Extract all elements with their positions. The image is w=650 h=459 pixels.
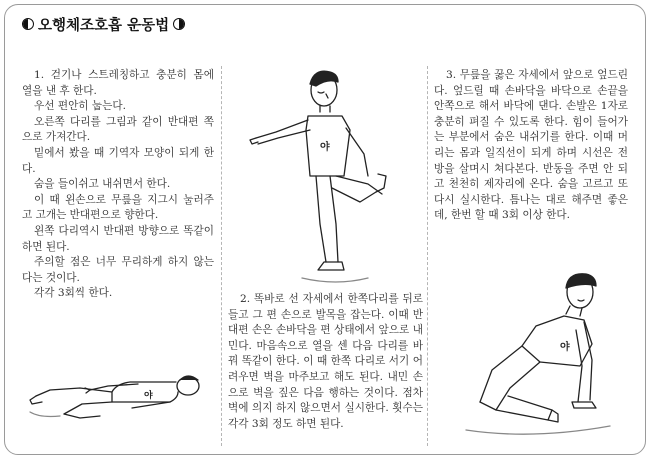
title-text: 오행체조호흡 운동법: [38, 17, 170, 34]
step1-paragraph: 우선 편안히 눕는다.: [34, 100, 126, 113]
step1-paragraph: 이 때 왼손으로 무릎을 지그시 눌러주고 고개는 반대편으로 향한다.: [22, 193, 214, 222]
step2-text: [228, 292, 423, 432]
kneeling-stretch-illustration: [452, 270, 632, 448]
half-moon-left-icon: [22, 18, 34, 30]
step1-paragraph: 밑에서 봤을 때 기역자 모양이 되게 한다.: [22, 146, 214, 175]
half-moon-right-icon: [173, 18, 185, 30]
step1-paragraph: 오른쪽 다리를 그림과 같이 반대편 쪽으로 가져간다.: [22, 115, 214, 144]
step1-paragraph: 각각 3회씩 한다.: [34, 287, 113, 300]
step1-paragraph: 주의할 점은 너무 무리하게 하지 않는 다는 것이다.: [22, 256, 214, 284]
step1-paragraph: 숨을 들이쉬고 내쉬면서 한다.: [34, 178, 171, 191]
step2-paragraph: 2. 똑바로 선 자세에서 한쪽다리를 뒤로 들고 그 편 손으로 발목을 잡는다. 이때 반대편 손은 손바닥을 편 상태에서 앞으로 내민다. 마음속으로 열을 센 다음 다리를 바꿔 똑같이 한다. 이 때 한쪽 다리로 서기 어려우면 벽을 마주보고 해도 된다. 내민 손으로 벽을 짚은 다음 행하는 것이다. 점차 벽에 의지 하지 않으면서 실시한다. 횟수는 각각 3회 정도 하면 된다.: [228, 293, 423, 430]
step3-paragraph: 3. 무릎을 꿇은 자세에서 앞으로 엎드린다. 엎드릴 때 손바닥을 바닥으로 손끝을 안쪽으로 해서 바닥에 댄다. 손발은 1자로 충분히 펴질 수 있도록 한다. 힘이 들어가는 부분에서 숨은 내쉬기를 한다. 이때 머리는 몸과 일직선이 되게 하며 시선은 전방을 살며시 쳐다본다. 반동을 주면 안 되고 천천히 제자리에 온다. 숨을 고르고 또다시 실시한다. 틈나는 대로 해주면 좋은데, 한번 할 때 3회 이상 한다.: [434, 69, 628, 222]
shirt-mark: 야: [560, 342, 570, 353]
step3-text: [434, 68, 628, 224]
page-title: [22, 13, 185, 35]
column-divider-left: [221, 66, 222, 446]
standing-stretch-illustration: [246, 64, 392, 286]
step1-paragraph: 왼쪽 다리역시 반대편 방향으로 똑같이 하면 된다.: [22, 224, 214, 253]
shirt-mark: 야: [320, 142, 330, 153]
step1-paragraph: 1. 걷기나 스트레칭하고 충분히 몸에 열을 낸 후 한다.: [22, 69, 214, 97]
column-divider-right: [427, 66, 428, 446]
lying-twist-illustration: [20, 352, 215, 442]
step1-text: [22, 68, 214, 302]
shirt-mark: 야: [144, 391, 153, 401]
